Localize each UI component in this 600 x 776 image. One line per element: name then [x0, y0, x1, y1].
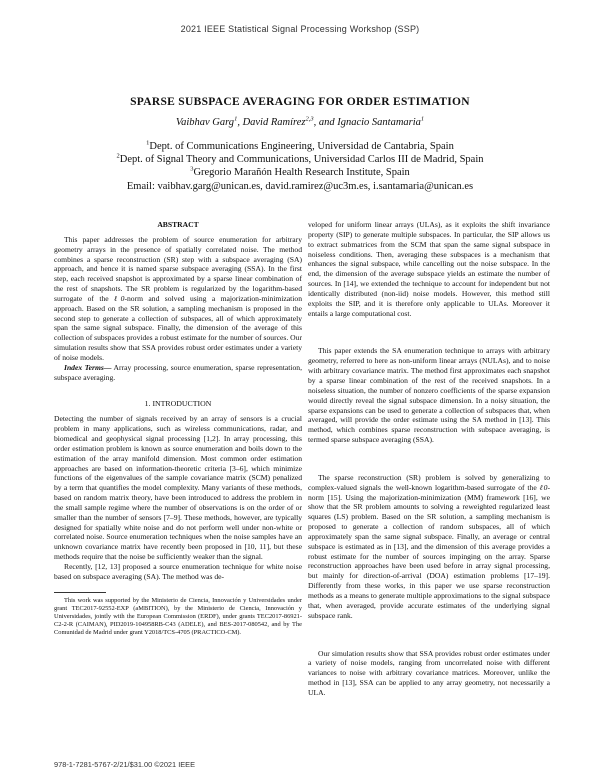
affil-text: Dept. of Communications Engineering, Universidad de Cantabria, Spain [149, 141, 454, 152]
author-affil-marker: 2,3 [305, 115, 314, 123]
email-line: Email: vaibhav.garg@unican.es, david.ramirez@uc3m.es, i.santamaria@unican.es [126, 180, 474, 192]
body-paragraph: veloped for uniform linear arrays (ULAs), as it exploits the shift invariance property (SIP) to generate multiple subspaces. In particular, the SIP allows us to extract submatrices from the SCM that span the same signal subspace in noiseless conditions. Then, averaging these subspaces is a mechanism that enhances the signal subspace, while cancelling out the noise subspace. In the end, the dimension of the average subspace yields an estimate the number of sources. In [14], we extended the technique to account for independent but not identically distributed (non-iid) noise models. However, this method still exploits the SIP, and it is therefore only applicable to ULAs. Moreover it entails a large computational cost. [308, 220, 550, 318]
body-paragraph: This paper extends the SA enumeration technique to arrays with arbitrary geometry, referred to here as non-uniform linear arrays (NULAs), and to noise with arbitrary covariance matrix. The method first approximates each snapshot by a sparse linear combination of the rest of the received snapshots. In a noiseless situation, the number of nonzero coefficients of the sparse expansion would directly reveal the signal subspace dimension. In a noisy situation, the sparse expansions can be used to generate a collection of subspaces that, when averaged, will provide the order estimate using the SA method in [13]. This method, which combines sparse reconstruction with subspace averaging, is termed sparse subspace averaging (SSA). [308, 346, 550, 445]
abstract-text: This paper addresses the problem of source enumeration for arbitrary geometry arrays in the presence of spatially correlated noise. The method combines a sparse reconstruction (SR) step with a subspace averaging (SA) approach, and hence it is named sparse subspace averaging (SSA). In the first step, each received snapshot is approximated by a sparse linear combination of the rest of snapshots. The SR problem is regularized by the logarithm-based surrogate of the ℓ0-norm and solved using a majorization-minimization approach. Based on the SR solution, a sampling mechanism is proposed in the second step to generate a collection of subspaces, all of which approximately span the same signal subspace. Finally, the dimension of the average of this collection of subspaces provides a robust estimate for the number of sources. Our simulation results show that SSA provides robust order estimates under a variety of noise models. [54, 234, 302, 362]
index-terms: Index Terms— Array processing, source enumeration, sparse representation, subspace averaging. [54, 362, 302, 382]
affil-marker: 1 [146, 139, 150, 147]
author-name: David Ramírez [242, 117, 306, 128]
conference-header: 2021 IEEE Statistical Signal Processing Workshop (SSP) [180, 24, 420, 34]
affil-marker: 3 [190, 165, 194, 173]
affiliation-line [0, 166, 600, 179]
author-affil-marker: 1 [234, 115, 238, 123]
body-paragraph: The sparse reconstruction (SR) problem is solved by generalizing to complex-valued signals the well-known logarithm-based surrogate of the ℓ0-norm [15]. Using the majorization-minimization (MM) framework [16], we show that the SR problem amounts to solving a reweighted regularized least squares (LS) problem. Based on the SR solution, a sampling mechanism is proposed to generate a collection of random subspaces, all of which approximately span the same signal subspace. Finally, an average or central subspace is estimated as in [13], and the dimension of this average provides a robust estimate for the number of sources impinging on the array. Sparse reconstruction approaches have been used before in array signal processing, but mainly for direction-of-arrival (DOA) estimation problems [17–19]. Differently from these works, in this paper we use sparse reconstruction methods as a means to generate multiple approximations to the signal subspace that, when averaged, provide accurate estimates of the underlying signal subspace rank. [308, 472, 551, 620]
intro-paragraph: Recently, [12, 13] proposed a source enumeration technique for white noise based on subspace averaging (SA). The method was de- [54, 562, 302, 581]
left-column [54, 220, 302, 637]
right-column [308, 220, 550, 698]
author-affil-marker: 1 [420, 115, 425, 123]
footnote-rule [54, 592, 106, 593]
copyright-line: 978-1-7281-5767-2/21/$31.00 ©2021 IEEE [54, 760, 196, 769]
author-separator: , [237, 117, 243, 128]
author-separator: , and [313, 117, 338, 128]
affiliation-line [0, 140, 600, 153]
abstract-heading: ABSTRACT [157, 220, 199, 229]
affiliation-line [0, 153, 600, 166]
affil-marker: 2 [116, 152, 120, 160]
funding-footnote: This work was supported by the Ministerio de Ciencia, Innovación y Universidades under grant TEC2017-92552-EXP (aMBITION), by the Ministerio de Ciencia, Innovación y Universidades, jointly with the European Commission (ERDF), under grants TEC2017-86921-C2-2-R (CAIMAN), PID2019-104958RB-C43 (ADELE), and BES-2017-080542, and by The Comunidad de Madrid under grant Y2018/TCS-4705 (PRACTICO-CM). [54, 596, 302, 637]
intro-paragraph: Detecting the number of signals received by an array of sensors is a crucial problem in many applications, such as wireless communications, radar, and biomedical and geophysical signal processing [1,2]. In array processing, this order estimation problem is known as source enumeration and boils down to the estimation of the array manifold dimension. Most common order estimation approaches are based on information-theoretic criteria [3–6], which minimize functions of the eigenvalues of the sample covariance matrix (SCM) penalized by a term that quantifies the model complexity. Many variants of these methods, based on random matrix theory, have been introduced to address the problem in the small sample regime where the number of observations is on the order of or smaller than the number of sensors [7–9]. These methods, however, are typically designed for spatially white noise and do not perform well under non-white or correlated noise. Source enumeration techniques when the noise samples have an unknown covariance matrix have recently been proposed in [10, 11], but these methods require that the noise be sufficiently weaker than the signal. [54, 414, 302, 562]
section-heading-introduction: 1. INTRODUCTION [144, 398, 212, 408]
author-name: Vaibhav Garg [175, 117, 235, 128]
affil-text: Gregorio Marañón Health Research Institute, Spain [193, 167, 410, 179]
affiliations [0, 140, 600, 193]
affil-text: Dept. of Signal Theory and Communications, Universidad Carlos III de Madrid, Spain [119, 154, 484, 166]
author-name: Ignacio Santamaria [337, 117, 421, 128]
body-paragraph: Our simulation results show that SSA provides robust order estimates under a variety of noise models, ranging from uncorrelated noise with different variances to noise with arbitrary covariance matrices. Moreover, unlike the method in [13], SSA can be applied to any array geometry, not necessarily a ULA. [308, 648, 550, 697]
author-list [0, 117, 600, 128]
paper-title: SPARSE SUBSPACE AVERAGING FOR ORDER ESTIMATION [130, 96, 470, 108]
